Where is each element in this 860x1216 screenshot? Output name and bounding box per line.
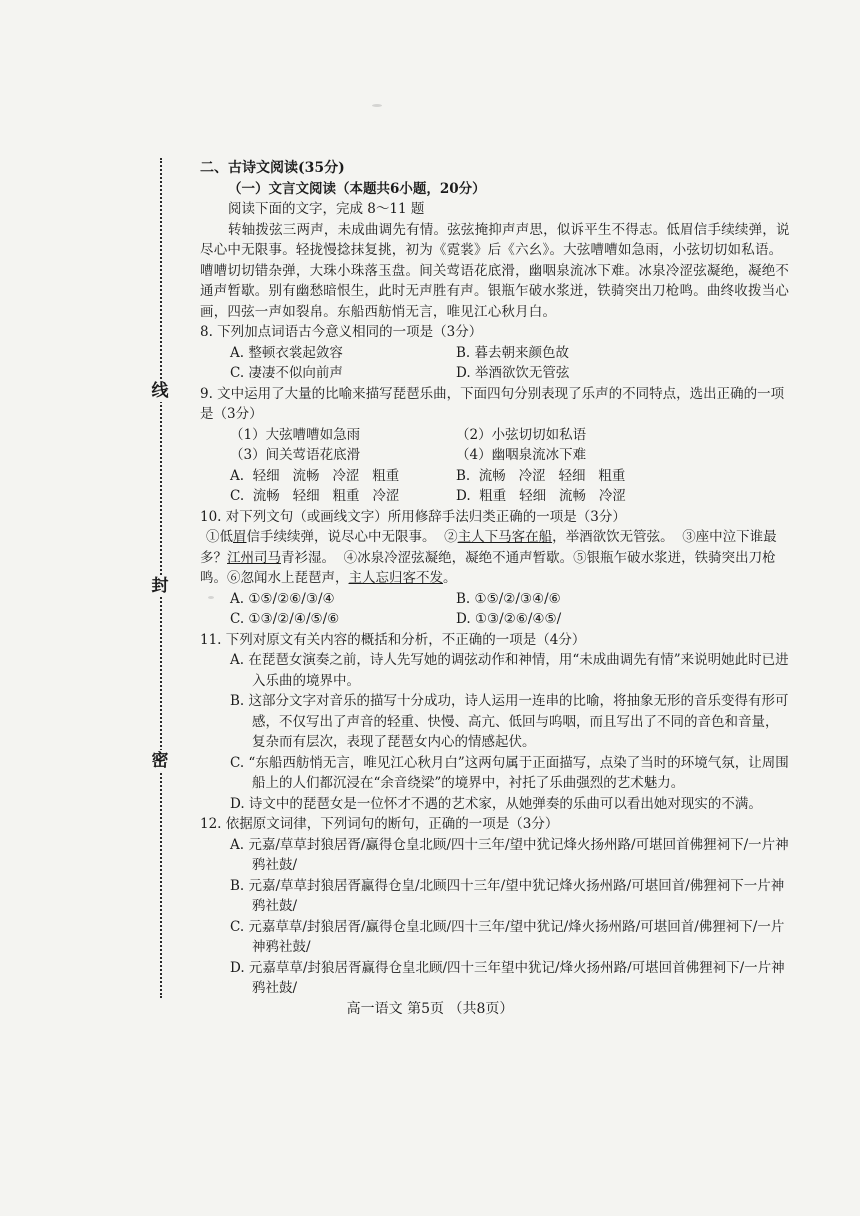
question-9-option-b: B. 流畅 冷涩 轻细 粗重 <box>456 467 626 484</box>
reading-section <box>200 158 790 999</box>
sentence-2-part: ，举酒欲饮无管弦。 <box>552 529 674 545</box>
binding-char-feng: 封 <box>149 575 171 597</box>
sentence-4: ④冰泉冷涩弦凝绝，凝绝不通声暂歇。 <box>343 549 574 566</box>
question-11-option-c: C. “东船西舫悄无言，唯见江心秋月白”这两句属于正面描写，点染了当时的环境气氛，让周围船上的人们都沉浸在“余音绕梁”的境界中，衬托了乐曲强烈的艺术魅力。 <box>230 754 789 791</box>
question-10-options-row <box>200 609 790 630</box>
sentence-1-part: ①低 <box>206 529 233 545</box>
question-12-option-b: B. 元嘉/草草封狼居胥赢得仓皇/北顾四十三年/望中犹记烽火扬州路/可堪回首/佛狸祠下一片神鸦社鼓/ <box>230 877 785 914</box>
question-8-option-a: A. 整顿衣裳起敛容 <box>230 344 343 361</box>
question-9-item-1: （1）大弦嘈嘈如急雨 <box>230 426 361 443</box>
question-9-options-row <box>200 486 790 507</box>
question-10-sentences <box>200 527 790 589</box>
question-10-options-row <box>200 589 790 610</box>
sentence-1-part: 信手续续弹，说尽心中无限事。 <box>246 529 436 545</box>
question-10-option-c: C. ①③/②/④/⑤/⑥ <box>230 611 340 627</box>
question-9-option-d: D. 粗重 轻细 流畅 冷涩 <box>456 488 626 504</box>
question-9-options-row <box>200 466 790 487</box>
sentence-2-underlined: 主人下马客在船 <box>457 529 553 545</box>
question-11-option-a: A. 在琵琶女演奏之前，诗人先写她的调弦动作和神情，用“未成曲调先有情”来说明她此时已进入乐曲的境界中。 <box>230 652 789 689</box>
question-11-stem: 11. 下列对原文有关内容的概括和分析，不正确的一项是（4分） <box>200 631 586 648</box>
question-9-item-2: （2）小弦切切如私语 <box>456 426 587 443</box>
instruction: 阅读下面的文字，完成 8～11 题 <box>228 201 425 217</box>
question-12-option-c: C. 元嘉草草/封狼居胥/赢得仓皇北顾/四十三年/望中犹记/烽火扬州路/可堪回首/佛狸祠下/一片神鸦社鼓/ <box>230 918 785 955</box>
sentence-2-part: ② <box>444 529 458 545</box>
question-10-stem: 10. 对下列文句（或画线文字）所用修辞手法归类正确的一项是（3分） <box>200 508 626 525</box>
sentence-5: ⑤银瓶乍破水浆迸，铁骑突出刀枪鸣。 <box>200 549 776 586</box>
section-title: 二、古诗文阅读(35分) <box>200 160 345 176</box>
sentence-6-part: 。 <box>443 570 457 586</box>
sentence-1-underlined: 眉 <box>233 529 247 545</box>
question-9-items-row <box>200 425 790 446</box>
question-8-option-d: D. 举酒欲饮无管弦 <box>456 365 570 381</box>
sentence-3-part: ③座中泣下谁最多？ <box>200 529 777 566</box>
question-9-option-c: C. 流畅 轻细 粗重 冷涩 <box>230 488 400 504</box>
question-10-option-b: B. ①⑤/②/③④/⑥ <box>456 590 561 607</box>
sentence-3-part: 青衫湿。 <box>281 549 335 566</box>
question-12-option-a: A. 元嘉/草草封狼居胥/赢得仓皇北顾/四十三年/望中犹记烽火扬州路/可堪回首佛狸祠下/一片神鸦社鼓/ <box>230 836 789 873</box>
question-12-option-d: D. 元嘉草草/封狼居胥赢得仓皇北顾/四十三年望中犹记/烽火扬州路/可堪回首佛狸祠下/一片神鸦社鼓/ <box>230 959 785 996</box>
page-footer: 高一语文 第5页 （共8页） <box>346 1001 514 1017</box>
question-8-stem: 8. 下列加点词语古今意义相同的一项是（3分） <box>200 324 483 340</box>
question-9-item-4: （4）幽咽泉流冰下难 <box>456 447 587 463</box>
question-10-option-d: D. ①③/②⑥/④⑤/ <box>456 611 562 627</box>
binding-char-mi: 密 <box>149 750 171 772</box>
sentence-6-part: ⑥忽闻水上琵琶声， <box>227 570 349 586</box>
question-9-items-row <box>200 445 790 466</box>
question-9-option-a: A. 轻细 流畅 冷涩 粗重 <box>230 467 400 484</box>
question-8-options-row <box>200 363 790 384</box>
question-11-option-b: B. 这部分文字对音乐的描写十分成功，诗人运用一连串的比喻，将抽象无形的音乐变得有形可感，不仅写出了声音的轻重、快慢、高亢、低回与呜咽，而且写出了不同的音色和音量，复杂而有层次，表现了琵琶女内心的情感起伏。 <box>230 693 789 750</box>
question-8-option-c: C. 凄凄不似向前声 <box>230 365 343 381</box>
question-9-item-3: （3）间关莺语花底滑 <box>230 447 361 463</box>
passage-text: 转轴拨弦三两声，未成曲调先有情。弦弦掩抑声声思，似诉平生不得志。低眉信手续续弹，说尽心中无限事。轻拢慢捻抹复挑，初为《霓裳》后《六幺》。大弦嘈嘈如急雨，小弦切切如私语。嘈嘈切切错杂弹，大珠小珠落玉盘。间关莺语花底滑，幽咽泉流冰下难。冰泉冷涩弦凝绝，凝绝不通声暂歇。别有幽愁暗恨生，此时无声胜有声。银瓶乍破水浆迸，铁骑突出刀枪鸣。曲终收拨当心画，四弦一声如裂帛。东船西舫悄无言，唯见江心秋月白。 <box>200 221 790 320</box>
sentence-6-underlined: 主人忘归客不发 <box>348 570 443 586</box>
question-12-stem: 12. 依据原文词律，下列词句的断句，正确的一项是（3分） <box>200 816 559 832</box>
subsection-title: （一）文言文阅读（本题共6小题，20分） <box>228 180 486 197</box>
question-11-option-d: D. 诗文中的琵琶女是一位怀才不遇的艺术家，从她弹奏的乐曲可以看出她对现实的不满。 <box>230 795 762 812</box>
question-8-option-b: B. 暮去朝来颜色故 <box>456 344 570 361</box>
question-10-option-a: A. ①⑤/②⑥/③/④ <box>230 590 335 607</box>
sentence-3-underlined: 江州司马 <box>227 549 281 566</box>
binding-char-xian: 线 <box>149 380 171 402</box>
question-8-options-row <box>200 343 790 364</box>
scan-smudge <box>372 104 382 107</box>
question-9-stem: 9. 文中运用了大量的比喻来描写琵琶乐曲，下面四句分别表现了乐声的不同特点，选出正确的一项是（3分） <box>200 385 785 422</box>
